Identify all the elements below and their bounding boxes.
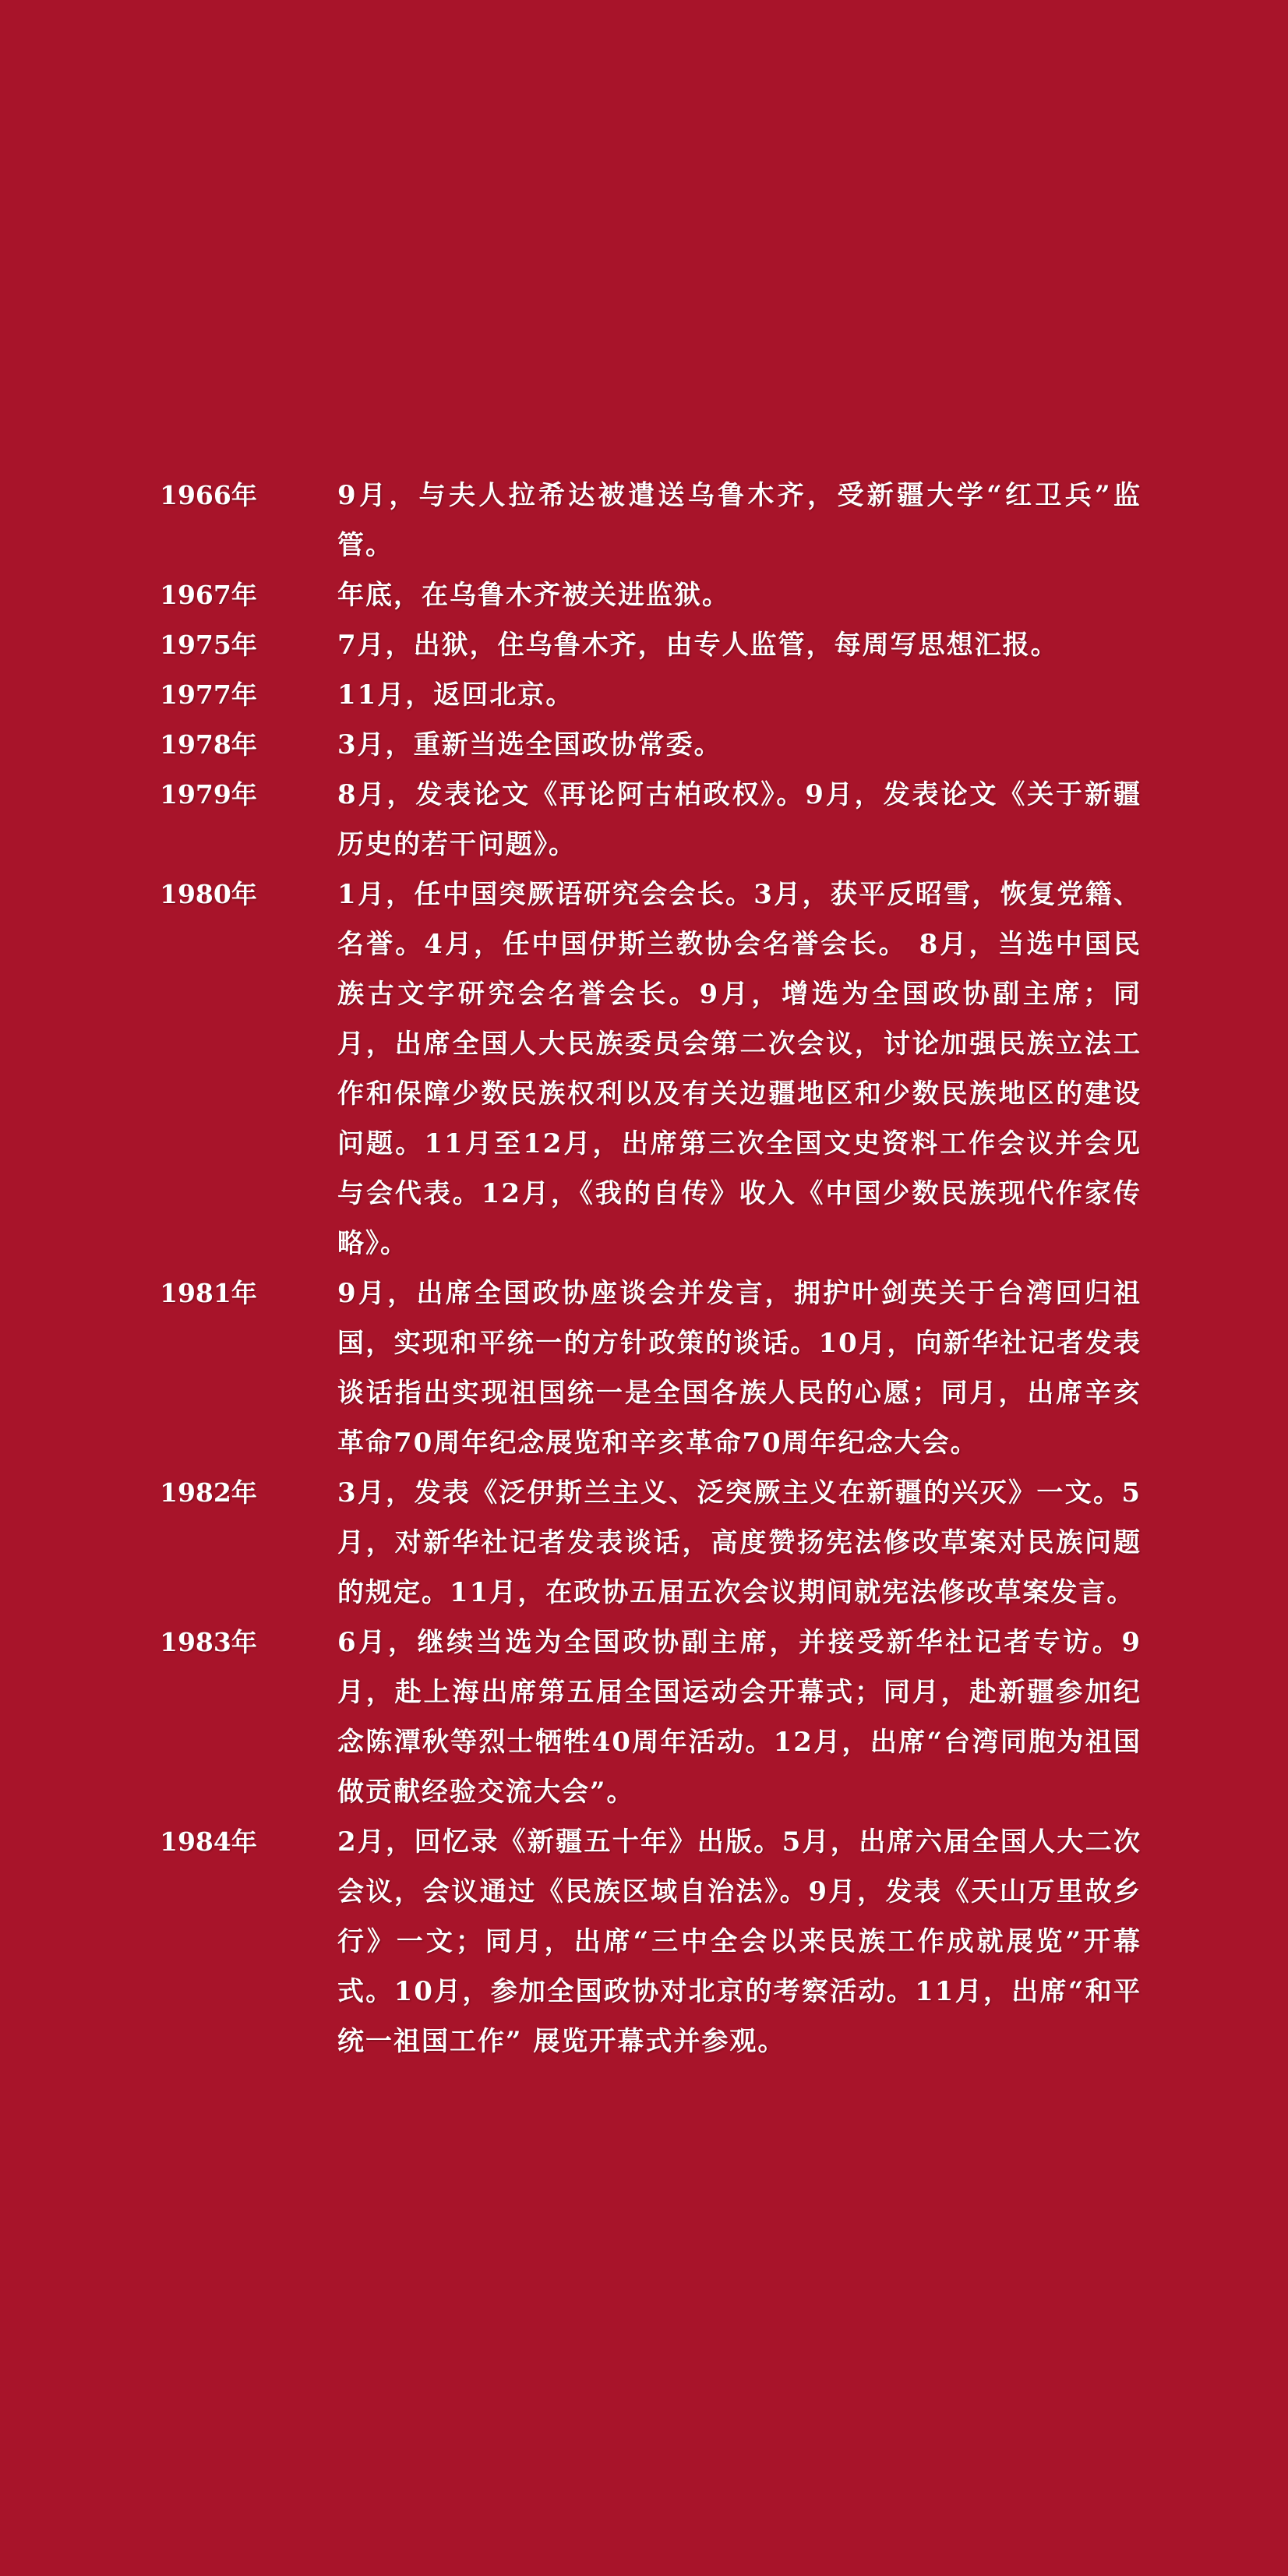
timeline-text: 8月，发表论文《再论阿古柏政权》。9月，发表论文《关于新疆历史的若干问题》。 [337, 779, 1142, 860]
timeline-text: 3月，发表《泛伊斯兰主义、泛突厥主义在新疆的兴灭》一文。5月，对新华社记者发表谈话，高度赞扬宪法修改草案对民族问题的规定。11月，在政协五届五次会议期间就宪法修改草案发言。 [337, 1477, 1142, 1608]
timeline-year: 1975年 [160, 630, 257, 660]
timeline-text: 9月，与夫人拉希达被遣送乌鲁木齐，受新疆大学“红卫兵”监管。 [337, 480, 1142, 561]
timeline-year: 1966年 [160, 480, 257, 510]
timeline-text: 2月，回忆录《新疆五十年》出版。5月，出席六届全国人大二次会议，会议通过《民族区域自治法》。9月，发表《天山万里故乡行》一文；同月，出席“三中全会以来民族工作成就展览”开幕式。10月，参加全国政协对北京的考察活动。11月，出席“和平统一祖国工作” 展览开幕式并参观。 [337, 1826, 1142, 2057]
timeline-entry-1975 [160, 620, 1142, 670]
chronology-list [160, 471, 1142, 2066]
timeline-year: 1983年 [160, 1627, 257, 1657]
timeline-year: 1982年 [160, 1477, 257, 1508]
timeline-entry-1982 [160, 1468, 1142, 1618]
timeline-entry-1977 [160, 670, 1142, 720]
timeline-entry-1984 [160, 1817, 1142, 2066]
timeline-year: 1981年 [160, 1278, 257, 1308]
timeline-text: 6月，继续当选为全国政协副主席，并接受新华社记者专访。9月，赴上海出席第五届全国运动会开幕式；同月，赴新疆参加纪念陈潭秋等烈士牺牲40周年活动。12月，出席“台湾同胞为祖国做贡献经验交流大会”。 [337, 1627, 1142, 1808]
timeline-text: 9月，出席全国政协座谈会并发言，拥护叶剑英关于台湾回归祖国，实现和平统一的方针政策的谈话。10月，向新华社记者发表谈话指出实现祖国统一是全国各族人民的心愿；同月，出席辛亥革命70周年纪念展览和辛亥革命70周年纪念大会。 [337, 1278, 1142, 1459]
timeline-entry-1979 [160, 770, 1142, 870]
timeline-text: 年底，在乌鲁木齐被关进监狱。 [337, 580, 730, 611]
timeline-text: 7月，出狱，住乌鲁木齐，由专人监管，每周写思想汇报。 [337, 630, 1059, 661]
timeline-entry-1967 [160, 570, 1142, 620]
timeline-year: 1967年 [160, 580, 257, 610]
timeline-year: 1980年 [160, 879, 257, 909]
timeline-entry-1981 [160, 1269, 1142, 1468]
timeline-text: 1月，任中国突厥语研究会会长。3月，获平反昭雪，恢复党籍、名誉。4月，任中国伊斯兰教协会名誉会长。 8月，当选中国民族古文字研究会名誉会长。9月，增选为全国政协副主席；同月，出席全国人大民族委员会第二次会议，讨论加强民族立法工作和保障少数民族权利以及有关边疆地区和少数民族地区的建设问题。11月至12月，出席第三次全国文史资料工作会议并会见与会代表。12月，《我的自传》收入《中国少数民族现代作家传略》。 [337, 879, 1142, 1259]
timeline-entry-1983 [160, 1618, 1142, 1817]
timeline-year: 1978年 [160, 729, 257, 760]
timeline-text: 11月，返回北京。 [337, 679, 574, 711]
timeline-year: 1979年 [160, 779, 257, 810]
timeline-year: 1977年 [160, 679, 257, 710]
timeline-entry-1980 [160, 870, 1142, 1269]
timeline-year: 1984年 [160, 1826, 257, 1857]
timeline-text: 3月，重新当选全国政协常委。 [337, 729, 722, 760]
timeline-entry-1966 [160, 471, 1142, 570]
timeline-entry-1978 [160, 720, 1142, 770]
